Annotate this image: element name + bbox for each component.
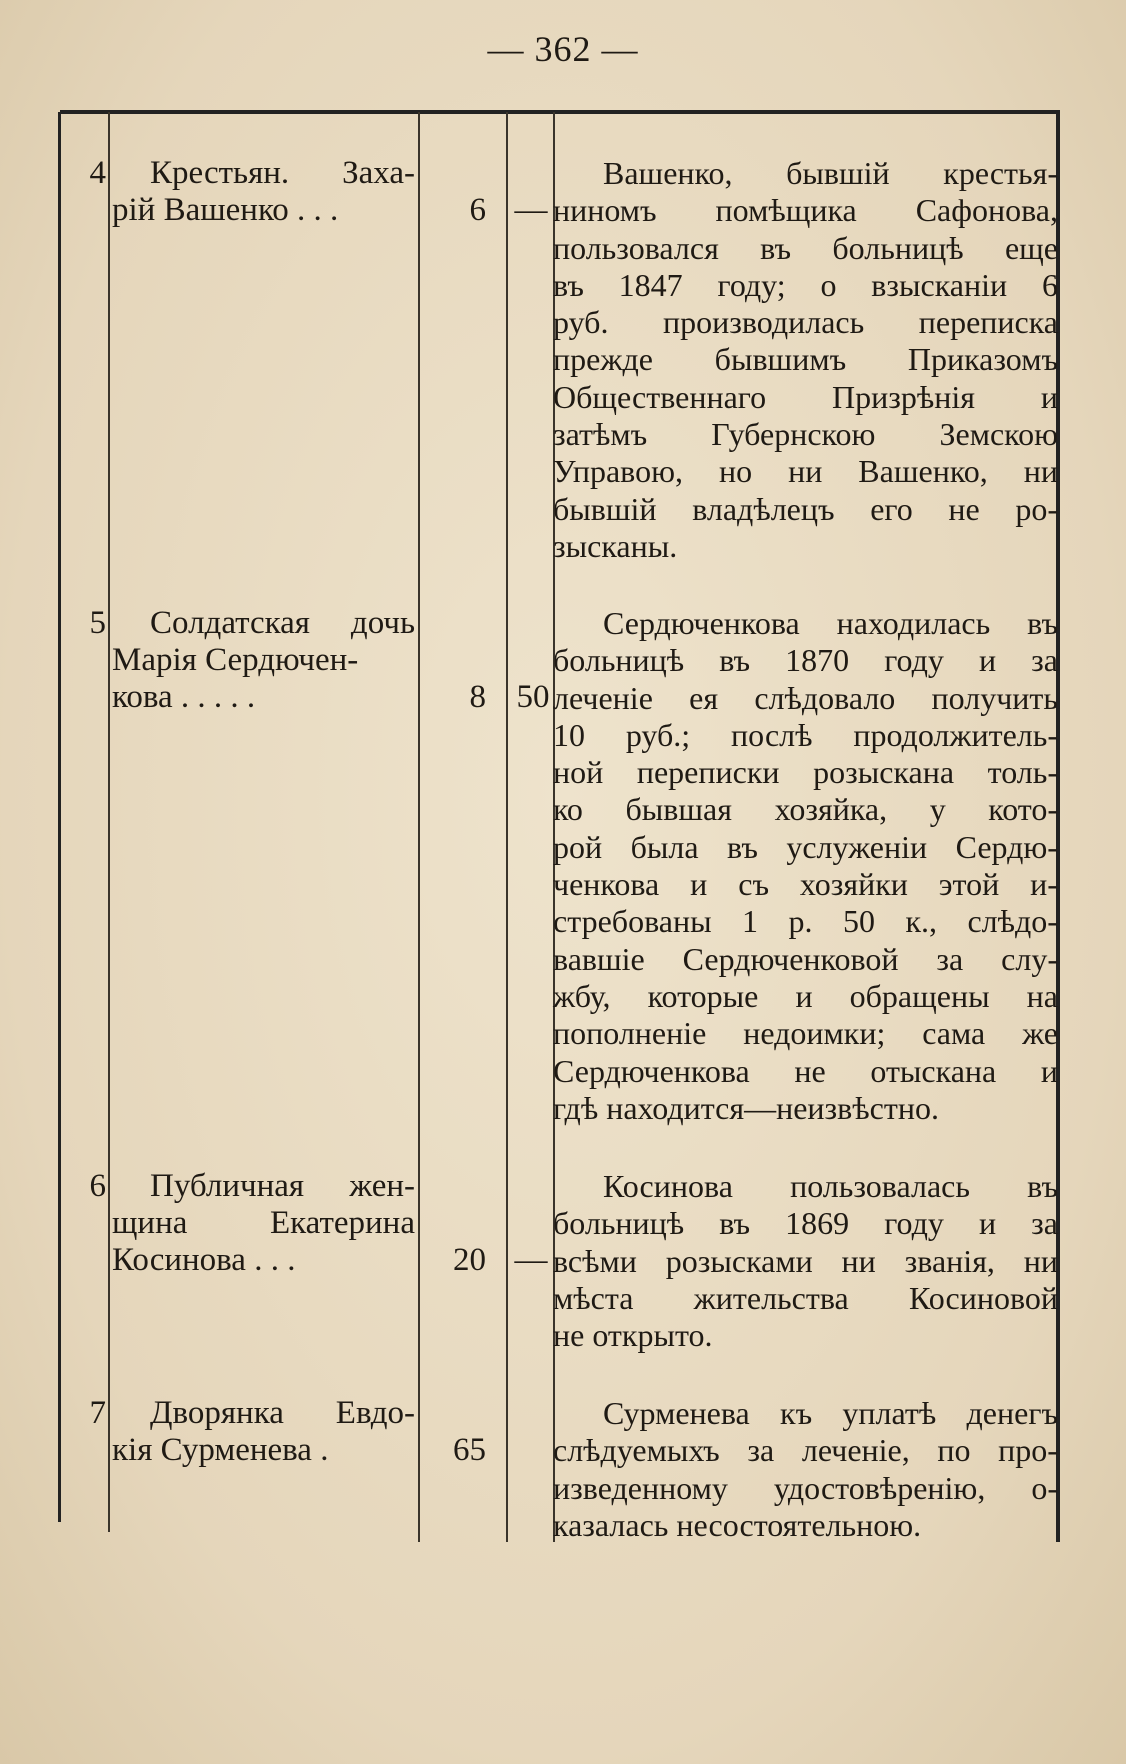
amount-kop: —: [514, 1242, 548, 1278]
note-line: Сердюченкова не отыскана и: [553, 1052, 1058, 1089]
note-line: не открыто.: [553, 1317, 713, 1354]
note-line: больницѣ въ 1869 году и за: [553, 1205, 1058, 1242]
note-cell: [553, 1168, 1058, 1354]
name-line: рій Вашенко . . .: [112, 192, 339, 228]
column-divider: [418, 112, 420, 1542]
name-cell: [112, 605, 415, 716]
name-line: Крестьян. Заха-: [150, 155, 415, 191]
name-line: Марія Сердючен-: [112, 642, 359, 678]
amount-rub: 20: [453, 1242, 486, 1278]
name-line: Косинова . . .: [112, 1242, 296, 1278]
note-line: Косинова пользовалась въ: [603, 1168, 1058, 1204]
name-line: Дворянка Евдо-: [150, 1395, 415, 1431]
note-line: больницѣ въ 1870 году и за: [553, 642, 1058, 679]
note-line: бывшій владѣлецъ его не ро-: [553, 490, 1058, 527]
note-line: Сурменева къ уплатѣ денегъ: [603, 1395, 1058, 1431]
note-line: 10 руб.; послѣ продолжитель-: [553, 716, 1058, 753]
note-line: вавшіе Сердюченковой за слу-: [553, 940, 1058, 977]
note-line: гдѣ находится—неизвѣстно.: [553, 1089, 939, 1126]
note-line: изведенному удостовѣренію, о-: [553, 1469, 1058, 1506]
amount-rub: 6: [469, 192, 486, 228]
note-line: ченкова и съ хозяйки этой и-: [553, 866, 1058, 903]
note-line: казалась несостоятельною.: [553, 1506, 922, 1543]
name-cell: [112, 1168, 415, 1279]
column-divider: [108, 112, 110, 1532]
name-line: кова . . . . .: [112, 679, 256, 715]
row-number: 4: [89, 155, 106, 191]
row-number: 6: [89, 1168, 106, 1204]
note-line: леченіе ея слѣдовало получить: [553, 679, 1058, 716]
row-number: 5: [89, 605, 106, 641]
note-line: Общественнаго Призрѣнія и: [553, 378, 1058, 415]
note-line: ной переписки розыскана толь-: [553, 754, 1058, 791]
note-cell: [553, 155, 1058, 565]
note-line: всѣми розысками ни званія, ни: [553, 1242, 1058, 1279]
note-line: жбу, которые и обращены на: [553, 977, 1058, 1014]
note-line: ниномъ помѣщика Сафонова,: [553, 192, 1058, 229]
note-cell: [553, 605, 1058, 1127]
note-cell: [553, 1395, 1058, 1544]
note-line: въ 1847 году; о взысканіи 6: [553, 266, 1058, 303]
note-line: прежде бывшимъ Приказомъ: [553, 341, 1058, 378]
page-number: — 362 —: [487, 29, 639, 69]
note-line: Вашенко, бывшій крестья-: [603, 155, 1058, 191]
name-cell: [112, 155, 415, 229]
note-line: Управою, но ни Вашенко, ни: [553, 453, 1058, 490]
name-line: Солдатская дочь: [150, 605, 415, 641]
note-line: затѣмъ Губернскою Земскою: [553, 416, 1058, 453]
amount-rub: 8: [469, 679, 486, 715]
row-number: 7: [89, 1395, 106, 1431]
name-line: щина Екатерина: [112, 1205, 415, 1241]
note-line: пользовался въ больницѣ еще: [553, 229, 1058, 266]
note-line: зысканы.: [553, 527, 678, 564]
amount-rub: 65: [453, 1432, 486, 1468]
table-top-rule: [60, 110, 1060, 114]
amount-kop: 50: [516, 679, 550, 715]
note-line: руб. производилась переписка: [553, 304, 1058, 341]
column-divider: [58, 112, 61, 1522]
note-line: пополненіе недоимки; сама же: [553, 1015, 1058, 1052]
note-line: стребованы 1 р. 50 к., слѣдо-: [553, 903, 1058, 940]
note-line: мѣста жительства Косиновой: [553, 1279, 1058, 1316]
note-line: ко бывшая хозяйка, у кото-: [553, 791, 1058, 828]
note-line: Сердюченкова находилась въ: [603, 605, 1058, 641]
amount-kop: —: [514, 192, 548, 228]
name-line: кія Сурменева .: [112, 1432, 329, 1468]
note-line: рой была въ услуженіи Сердю-: [553, 828, 1058, 865]
note-line: слѣдуемыхъ за леченіе, по про-: [553, 1432, 1058, 1469]
column-divider: [506, 112, 508, 1542]
name-cell: [112, 1395, 415, 1469]
name-line: Публичная жен-: [150, 1168, 415, 1204]
